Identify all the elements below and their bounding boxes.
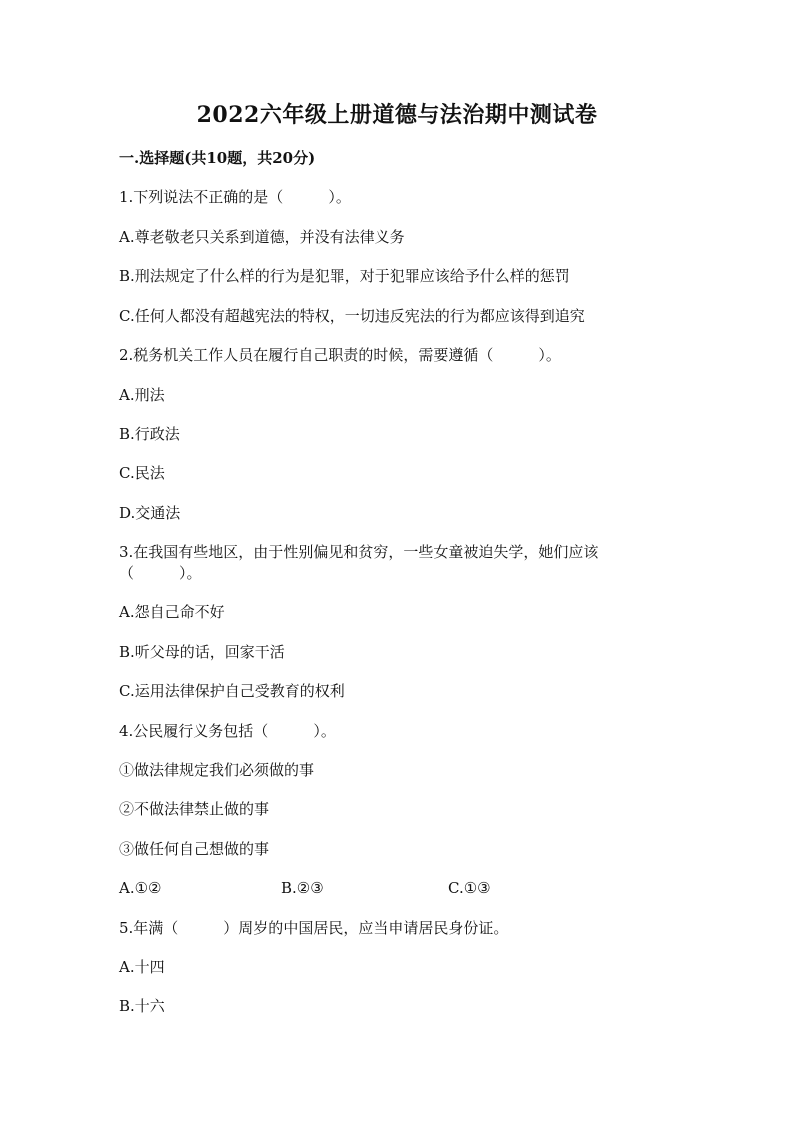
question-1-option-c: C.任何人都没有超越宪法的特权，一切违反宪法的行为都应该得到追究 <box>119 307 585 325</box>
question-1-stem: 1.下列说法不正确的是（ ）。 <box>119 188 351 206</box>
question-4-stem: 4.公民履行义务包括（ ）。 <box>119 722 336 740</box>
question-2-option-d: D.交通法 <box>119 504 181 522</box>
question-4-item-3: ③做任何自己想做的事 <box>119 840 270 858</box>
question-2-option-a: A.刑法 <box>119 386 165 404</box>
question-3-option-c: C.运用法律保护自己受教育的权利 <box>119 682 345 700</box>
question-1-option-b: B.刑法规定了什么样的行为是犯罪，对于犯罪应该给予什么样的惩罚 <box>119 267 570 285</box>
question-3-option-b: B.听父母的话，回家干活 <box>119 643 285 661</box>
question-3-stem-line-1: 3.在我国有些地区，由于性别偏见和贫穷，一些女童被迫失学，她们应该 <box>119 543 599 561</box>
question-2-stem: 2.税务机关工作人员在履行自己职责的时候，需要遵循（ ）。 <box>119 346 561 364</box>
question-4-item-2: ②不做法律禁止做的事 <box>119 800 270 818</box>
question-3-stem-line-2: （ ）。 <box>119 564 202 582</box>
question-5-option-b: B.十六 <box>119 997 165 1015</box>
question-3-option-a: A.怨自己命不好 <box>119 603 225 621</box>
question-4-item-1: ①做法律规定我们必须做的事 <box>119 761 315 779</box>
question-2-option-c: C.民法 <box>119 464 165 482</box>
question-5-stem: 5.年满（ ）周岁的中国居民，应当申请居民身份证。 <box>119 919 509 937</box>
question-2-option-b: B.行政法 <box>119 425 180 443</box>
question-5-option-a: A.十四 <box>119 958 165 976</box>
question-4-option-a: A.①② <box>119 879 162 897</box>
section-heading: 一.选择题(共10题，共20分) <box>119 149 316 167</box>
question-4-option-b: B.②③ <box>281 879 324 897</box>
question-4-option-c: C.①③ <box>448 879 491 897</box>
page-title: 2022六年级上册道德与法治期中测试卷 <box>196 102 598 128</box>
question-1-option-a: A.尊老敬老只关系到道德，并没有法律义务 <box>119 228 405 246</box>
